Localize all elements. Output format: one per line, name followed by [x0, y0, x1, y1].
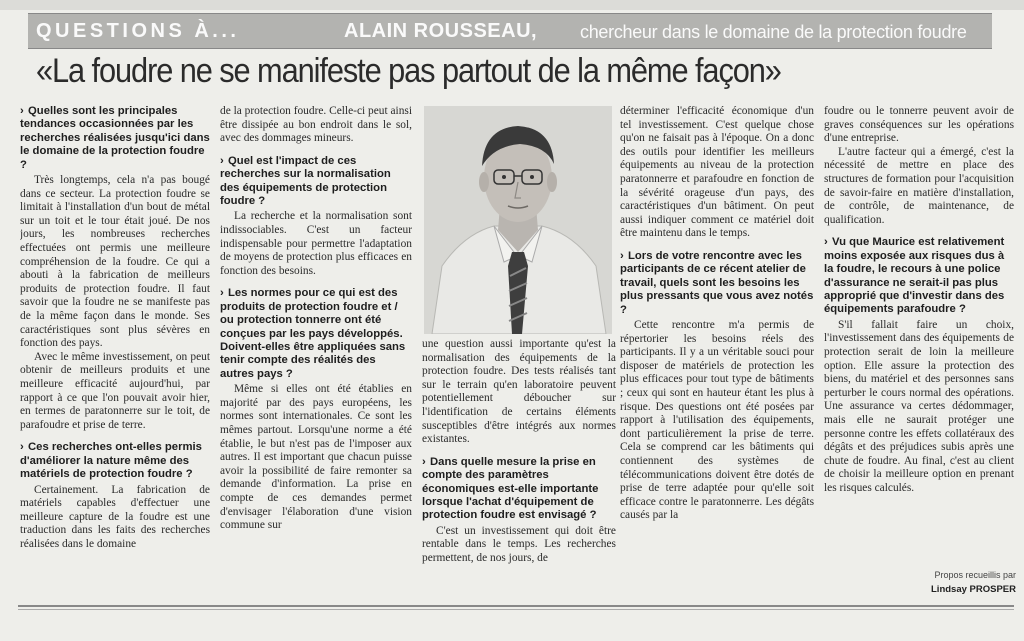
article-credit [830, 570, 1016, 595]
question-7 [824, 236, 1014, 316]
question-marker-icon: › [620, 249, 624, 262]
previous-page-edge [0, 0, 1024, 10]
answer-paragraph: Très longtemps, cela n'a pas bougé dans ce secteur. La protection foudre se limitait à l'installation d'un bout de métal sur un toit et le tour était joué. De nos jours, les nombreuses recherches effectuées ont permis une meilleure compréhension de la foudre. Ce qui a abouti à la fabrication de meilleurs produits de protection foudre. Il faut savoir que la foudre ne se manifeste pas de la même façon dans le monde. Ses caractéristiques sont plus sévères en fonction des pays. [20, 174, 210, 350]
question-4 [220, 287, 412, 381]
question-marker-icon: › [220, 154, 224, 167]
question-5 [422, 456, 616, 523]
article-column-1 [20, 105, 210, 603]
question-marker-icon: › [220, 287, 224, 300]
question-text: Ces recherches ont-elles permis d'améliorer la nature même des matériels de protection foudre ? [20, 441, 202, 481]
article-column-4 [620, 105, 814, 603]
question-text: Lors de votre rencontre avec les participants de ce récent atelier de travail, quels sont les besoins les plus pressants que vous avez notés ? [620, 249, 814, 316]
interviewee-role: chercheur dans le domaine de la protection foudre [580, 22, 967, 42]
question-marker-icon: › [20, 105, 24, 117]
question-text: Vu que Maurice est relativement moins exposée aux risques dus à la foudre, le recours à une police d'assurance ne serait-il pas plus approprié que d'investir dans des équipements parafoudre ? [824, 236, 1005, 316]
article-column-5 [824, 105, 1014, 565]
answer-paragraph: La recherche et la normalisation sont indissociables. C'est un facteur indispensable pour permettre l'adaptation de moyens de protection plus efficaces en fonction des besoins. [220, 210, 412, 277]
interviewee-name: ALAIN ROUSSEAU, [344, 20, 538, 42]
page-divider-thin [18, 609, 1014, 610]
answer-paragraph: foudre ou le tonnerre peuvent avoir de graves conséquences sur les opérations d'une entreprise. [824, 105, 1014, 145]
question-6 [620, 250, 814, 317]
answer-paragraph: Certainement. La fabrication de matériels capables d'effectuer une meilleure capture de la foudre est une traduction dans les faits des recherches réalisées dans le domaine [20, 483, 210, 550]
answer-paragraph: L'autre facteur qui a émergé, c'est la nécessité de mettre en place des structures de formation pour l'acquisition de savoir-faire en matière d'installation, de contrôle, de maintenance, de qualification. [824, 145, 1014, 226]
answer-paragraph: de la protection foudre. Celle-ci peut ainsi être dissipée au bon endroit dans le sol, avec des dommages mineurs. [220, 105, 412, 145]
article-headline: «La foudre ne se manifeste pas partout de la même façon» [36, 52, 781, 90]
question-text: Dans quelle mesure la prise en compte des paramètres économiques est-elle importante lorsque l'achat d'équipement de protection foudre est envisagé ? [422, 455, 599, 522]
page-divider [18, 605, 1014, 607]
article-column-3 [422, 338, 616, 603]
answer-paragraph: déterminer l'efficacité économique d'un tel investissement. C'est quelque chose qu'on ne faisait pas à l'époque. On a donc des outils pour identifier les meilleurs équipements au niveau de la protection paratonnerre et parafoudre en fonction de la sévérité orageuse d'un pays, des caractéristiques d'un bâtiment. On peut aussi indiquer comment ce matériel doit être maintenu dans le temps. [620, 105, 814, 240]
question-text: Les normes pour ce qui est des produits de protection foudre et / ou protection tonnerre ont été conçues par les pays développés. Doivent-elles être appliquées sans tenir compte des réalités des autres pays ? [220, 287, 406, 380]
answer-paragraph: une question aussi importante qu'est la normalisation des équipements de la protection foudre. Des tests réalisés tant sur le terrain qu'en laboratoire peuvent potentiellement déboucher sur l'identification de certains éléments susceptibles d'être intégrés aux normes existantes. [422, 338, 616, 446]
interview-banner [28, 13, 992, 49]
banner-kicker: QUESTIONS À... [36, 20, 240, 42]
question-3 [220, 155, 412, 209]
question-marker-icon: › [824, 236, 828, 249]
answer-paragraph: Avec le même investissement, on peut obtenir de meilleurs produits et une meilleure efficacité aujourd'hui, par rapport à ce que l'on pouvait avoir hier, en termes de paratonnerre sur le toit, de parafoudre et prise de terre. [20, 350, 210, 431]
question-1 [20, 105, 210, 172]
answer-paragraph: C'est un investissement qui doit être rentable dans le temps. Les recherches permettent, de nos jours, de [422, 524, 616, 564]
answer-paragraph: Même si elles ont été établies en majorité par des pays européens, les normes sont internationales. Ce sont les mêmes partout. Lorsqu'une norme a été établie, le but n'est pas de l'imposer aux autres. Il est important que chacun puisse avoir la possibilité de faire remonter sa demande d'information. La prise en compte de ces demandes permet d'envisager l'élaboration d'une vision commune sur [220, 383, 412, 532]
question-marker-icon: › [422, 455, 426, 468]
credit-label: Propos recueillis par [934, 570, 1016, 580]
answer-paragraph: Cette rencontre m'a permis de répertorier les besoins réels des participants. Il y a un véritable souci pour disposer de matériels de protection les plus efficaces pour tout type de bâtiments ; ceux qui sont en hauteur étant les plus à risque. Des questions ont été posées par rapport à l'utilisation des équipements, dont particulièrement la prise de terre. Cela se comprend car les bâtiments qui contiennent des systèmes de télécommunications doivent être dotés de prise de terre adaptée pour qu'elle soit efficace contre le paratonnerre. Les dégâts causés par la [620, 318, 814, 522]
question-text: Quel est l'impact de ces recherches sur la normalisation des équipements de protection foudre ? [220, 154, 391, 207]
question-text: Quelles sont les principales tendances occasionnées par les recherches réalisées jusqu'ici dans le domaine de la protection foudre ? [20, 105, 210, 171]
portrait-photo [424, 106, 612, 334]
question-2 [20, 441, 210, 481]
credit-author: Lindsay PROSPER [931, 584, 1016, 595]
article-column-2 [220, 105, 412, 603]
answer-paragraph: S'il fallait faire un choix, l'investissement dans des équipements de protection serait de loin la meilleure option. Elle assure la protection des biens, du matériel et des personnes sans perturber le cours normal des opérations. Une assurance va certes dédommager, mais elle ne saurait protéger une personne contre les effets collatéraux des dégâts et des préjudices subis après une chute de foudre. Au final, c'est au client de choisir la meilleure option en prenant les risques calculés. [824, 318, 1014, 494]
question-marker-icon: › [20, 441, 24, 454]
